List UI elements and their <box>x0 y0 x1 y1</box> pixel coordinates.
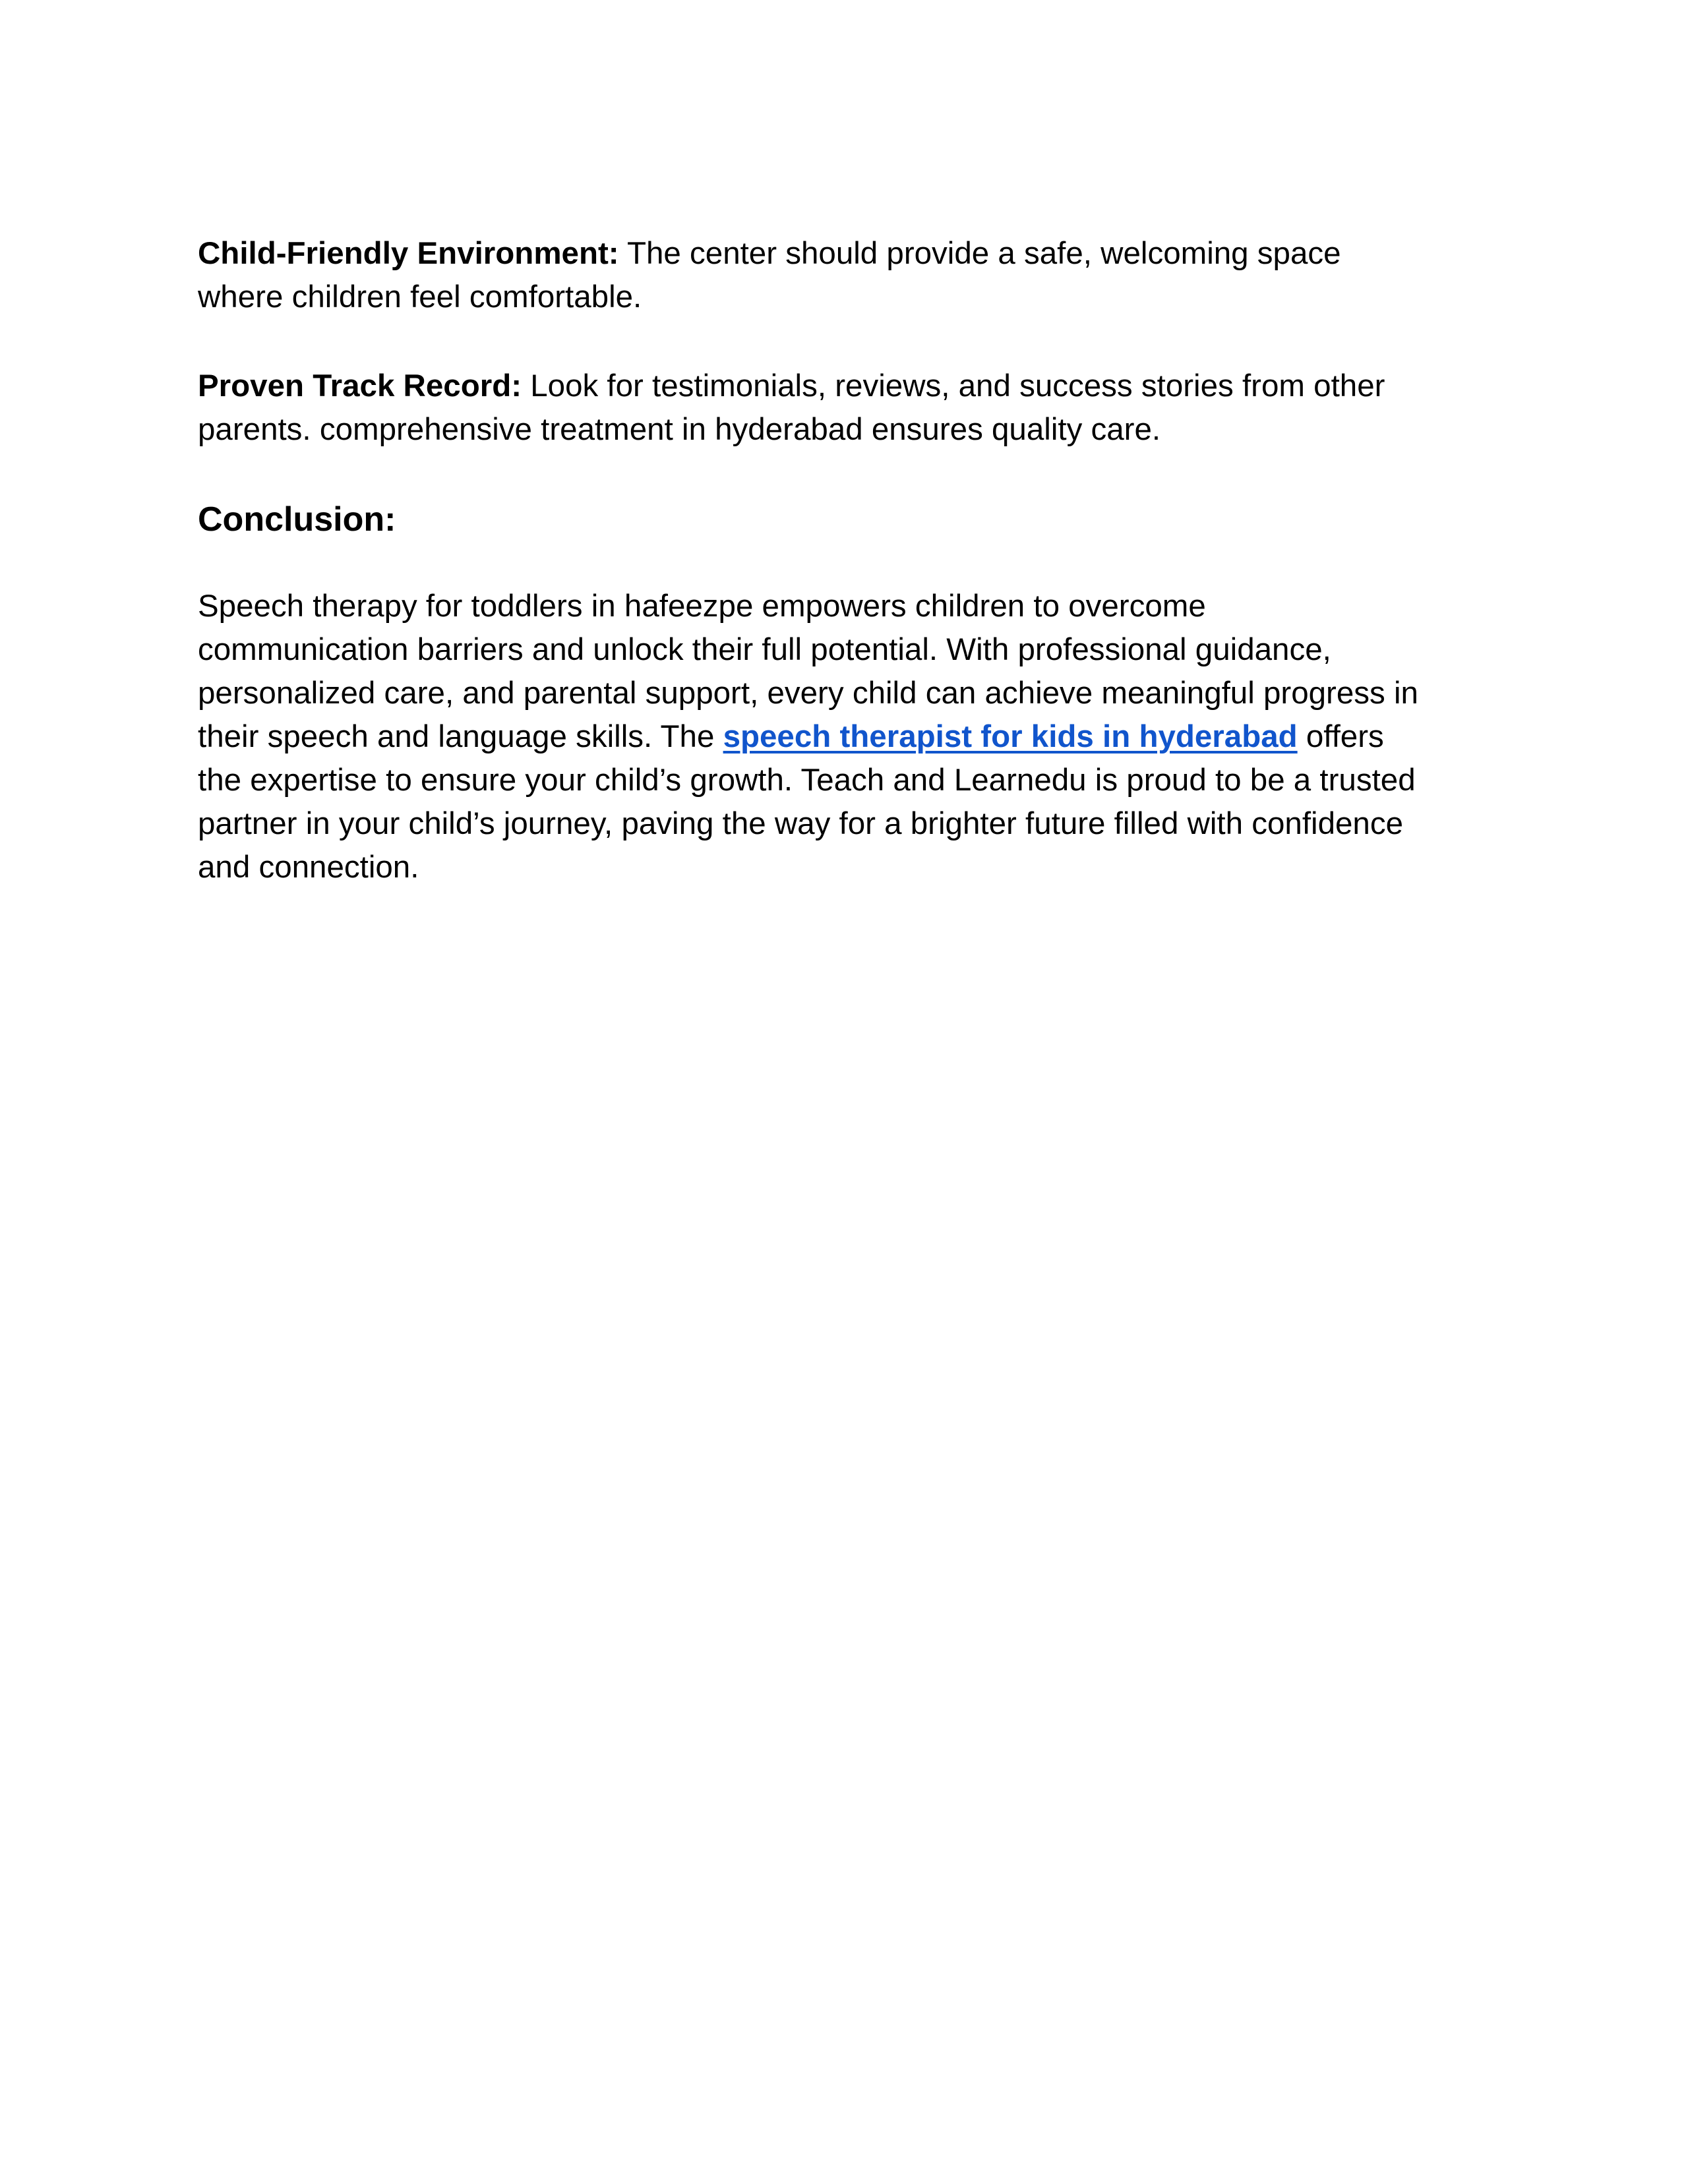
conclusion-line-3: personalized care, and parental support, every child can achieve meaningful progress in <box>198 676 1418 711</box>
conclusion-paragraph <box>198 585 1490 889</box>
conclusion-line-7: and connection. <box>198 850 419 885</box>
track-record-text-line2: parents. comprehensive treatment in hyderabad ensures quality care. <box>198 412 1161 447</box>
speech-therapist-link[interactable]: speech therapist for kids in hyderabad <box>723 719 1298 754</box>
document-page <box>198 232 1490 889</box>
conclusion-heading: Conclusion: <box>198 500 396 539</box>
child-friendly-paragraph <box>198 232 1490 319</box>
conclusion-line-6: partner in your child’s journey, paving the way for a brighter future filled with confidence <box>198 806 1403 841</box>
child-friendly-text-line2: where children feel comfortable. <box>198 280 642 314</box>
track-record-paragraph <box>198 365 1490 452</box>
child-friendly-label: Child-Friendly Environment: <box>198 236 619 271</box>
conclusion-line-4-end: offers <box>1297 719 1384 754</box>
track-record-text-line1: Look for testimonials, reviews, and success stories from other <box>522 369 1385 403</box>
conclusion-line-4-start: their speech and language skills. The <box>198 719 723 754</box>
conclusion-line-1: Speech therapy for toddlers in hafeezpe empowers children to overcome <box>198 589 1206 624</box>
conclusion-line-5: the expertise to ensure your child’s growth. Teach and Learnedu is proud to be a trusted <box>198 763 1416 798</box>
child-friendly-text-line1: The center should provide a safe, welcoming space <box>618 236 1341 271</box>
conclusion-line-2: communication barriers and unlock their full potential. With professional guidance, <box>198 632 1331 667</box>
track-record-label: Proven Track Record: <box>198 369 522 403</box>
